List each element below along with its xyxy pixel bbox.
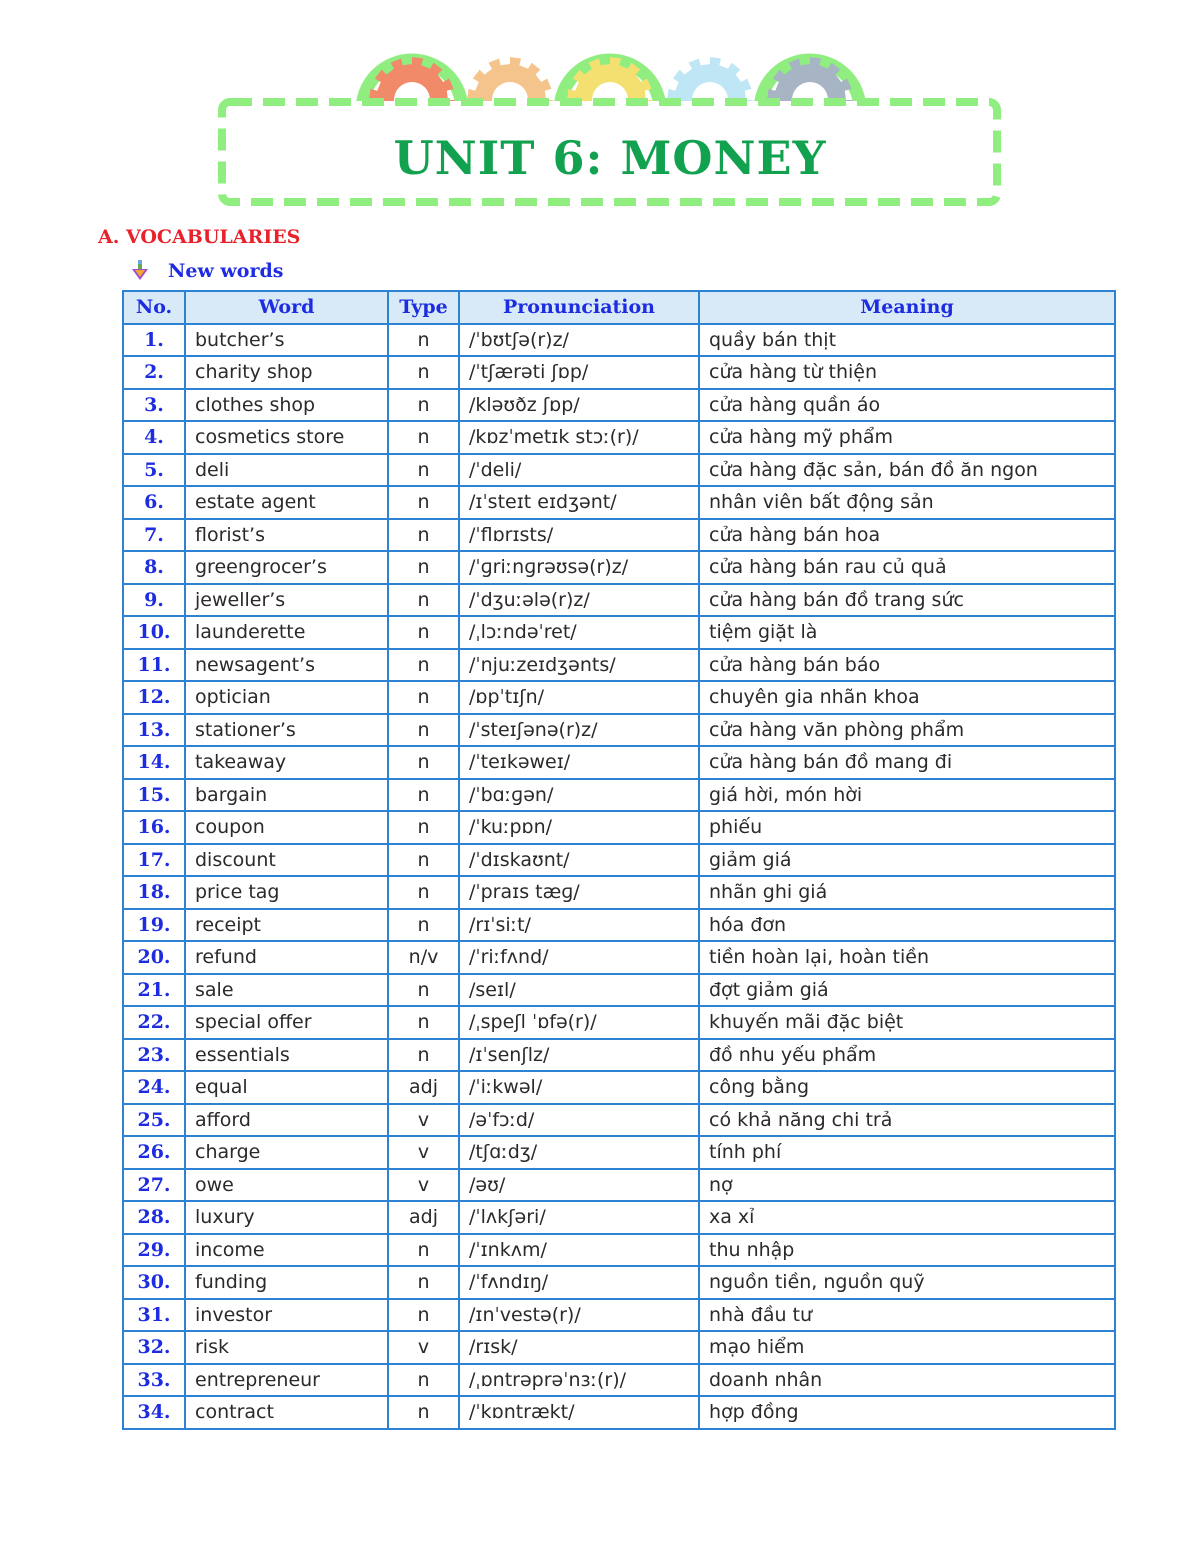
table-row (123, 714, 1115, 747)
cell-type: n (388, 389, 459, 422)
cell-word: launderette (185, 616, 388, 649)
cell-type: n (388, 1364, 459, 1397)
cell-type: n (388, 714, 459, 747)
cell-no: 2. (123, 356, 185, 389)
cell-no: 29. (123, 1234, 185, 1267)
table-row (123, 1364, 1115, 1397)
cell-meaning: mạo hiểm (699, 1331, 1115, 1364)
cell-no: 17. (123, 844, 185, 877)
cell-pronunciation: /seɪl/ (459, 974, 699, 1007)
cell-pronunciation: /ˈpraɪs tæɡ/ (459, 876, 699, 909)
table-row (123, 1104, 1115, 1137)
cell-no: 19. (123, 909, 185, 942)
cell-no: 33. (123, 1364, 185, 1397)
cell-no: 32. (123, 1331, 185, 1364)
table-row (123, 974, 1115, 1007)
cell-meaning: cửa hàng bán đồ mang đi (699, 746, 1115, 779)
vocabulary-table (122, 290, 1116, 1430)
cell-word: estate agent (185, 486, 388, 519)
cell-no: 28. (123, 1201, 185, 1234)
table-row (123, 1396, 1115, 1429)
cell-type: n (388, 356, 459, 389)
cell-no: 20. (123, 941, 185, 974)
cell-word: jeweller’s (185, 584, 388, 617)
cell-meaning: cửa hàng bán đồ trang sức (699, 584, 1115, 617)
table-row (123, 389, 1115, 422)
cell-pronunciation: /ˈsteɪʃənə(r)z/ (459, 714, 699, 747)
table-row (123, 1006, 1115, 1039)
cell-word: greengrocer’s (185, 551, 388, 584)
cell-pronunciation: /ˈɡriːnɡrəʊsə(r)z/ (459, 551, 699, 584)
cell-word: deli (185, 454, 388, 487)
cell-pronunciation: /tʃɑːdʒ/ (459, 1136, 699, 1169)
cell-type: n (388, 779, 459, 812)
table-row (123, 1201, 1115, 1234)
section-heading: A. VOCABULARIES (98, 226, 301, 248)
cell-meaning: đồ nhu yếu phẩm (699, 1039, 1115, 1072)
cell-pronunciation: /ˈteɪkəweɪ/ (459, 746, 699, 779)
cell-pronunciation: /əʊ/ (459, 1169, 699, 1202)
cell-type: n (388, 649, 459, 682)
cell-type: n (388, 421, 459, 454)
cell-meaning: đợt giảm giá (699, 974, 1115, 1007)
table-row (123, 876, 1115, 909)
cell-pronunciation: /ˈnjuːzeɪdʒənts/ (459, 649, 699, 682)
cell-pronunciation: /ˈriːfʌnd/ (459, 941, 699, 974)
cell-no: 11. (123, 649, 185, 682)
cell-no: 9. (123, 584, 185, 617)
cell-type: n (388, 1266, 459, 1299)
cell-type: v (388, 1331, 459, 1364)
cell-pronunciation: /ˈɪnkʌm/ (459, 1234, 699, 1267)
table-row (123, 1136, 1115, 1169)
cell-no: 25. (123, 1104, 185, 1137)
cell-pronunciation: /ˌɒntrəprəˈnɜː(r)/ (459, 1364, 699, 1397)
table-row (123, 681, 1115, 714)
cell-meaning: quầy bán thịt (699, 324, 1115, 357)
table-row (123, 551, 1115, 584)
cell-type: v (388, 1169, 459, 1202)
cell-pronunciation: /ˈdɪskaʊnt/ (459, 844, 699, 877)
cell-type: n (388, 616, 459, 649)
table-row (123, 1266, 1115, 1299)
cell-meaning: công bằng (699, 1071, 1115, 1104)
cell-pronunciation: /ˈdʒuːələ(r)z/ (459, 584, 699, 617)
cell-meaning: nhà đầu tư (699, 1299, 1115, 1332)
table-row (123, 454, 1115, 487)
cell-word: optician (185, 681, 388, 714)
cell-meaning: nhãn ghi giá (699, 876, 1115, 909)
cell-pronunciation: /rɪsk/ (459, 1331, 699, 1364)
cell-pronunciation: /ˈkuːpɒn/ (459, 811, 699, 844)
table-row (123, 519, 1115, 552)
cell-type: n (388, 746, 459, 779)
cell-meaning: cửa hàng bán rau củ quả (699, 551, 1115, 584)
cell-no: 31. (123, 1299, 185, 1332)
cell-word: luxury (185, 1201, 388, 1234)
cell-word: cosmetics store (185, 421, 388, 454)
cell-word: funding (185, 1266, 388, 1299)
cell-type: n (388, 974, 459, 1007)
cell-type: n/v (388, 941, 459, 974)
cell-no: 6. (123, 486, 185, 519)
cell-meaning: doanh nhân (699, 1364, 1115, 1397)
cell-word: newsagent’s (185, 649, 388, 682)
cell-pronunciation: /kləʊðz ʃɒp/ (459, 389, 699, 422)
header-word: Word (185, 291, 388, 324)
cell-meaning: nguồn tiền, nguồn quỹ (699, 1266, 1115, 1299)
table-row (123, 1039, 1115, 1072)
cell-no: 21. (123, 974, 185, 1007)
table-row (123, 1331, 1115, 1364)
cell-type: n (388, 519, 459, 552)
table-row (123, 486, 1115, 519)
cell-type: n (388, 1006, 459, 1039)
cell-meaning: tiền hoàn lại, hoàn tiền (699, 941, 1115, 974)
cell-type: n (388, 551, 459, 584)
arrow-down-icon (131, 260, 151, 282)
cell-no: 4. (123, 421, 185, 454)
cell-meaning: hóa đơn (699, 909, 1115, 942)
cell-type: n (388, 1396, 459, 1429)
cell-word: equal (185, 1071, 388, 1104)
cell-word: stationer’s (185, 714, 388, 747)
cell-pronunciation: /ɪˈsenʃlz/ (459, 1039, 699, 1072)
header-no: No. (123, 291, 185, 324)
cell-word: owe (185, 1169, 388, 1202)
cell-pronunciation: /ɪˈsteɪt eɪdʒənt/ (459, 486, 699, 519)
cell-pronunciation: /ˈbɑːɡən/ (459, 779, 699, 812)
cell-meaning: cửa hàng bán hoa (699, 519, 1115, 552)
cell-pronunciation: /əˈfɔːd/ (459, 1104, 699, 1137)
table-row (123, 746, 1115, 779)
cell-word: takeaway (185, 746, 388, 779)
cell-word: price tag (185, 876, 388, 909)
cell-word: risk (185, 1331, 388, 1364)
cell-no: 15. (123, 779, 185, 812)
table-row (123, 779, 1115, 812)
cell-meaning: chuyên gia nhãn khoa (699, 681, 1115, 714)
cell-type: n (388, 811, 459, 844)
header-meaning: Meaning (699, 291, 1115, 324)
cell-type: n (388, 876, 459, 909)
cell-type: n (388, 681, 459, 714)
table-row (123, 1071, 1115, 1104)
cell-word: coupon (185, 811, 388, 844)
subheading-label: New words (168, 260, 284, 282)
cell-type: v (388, 1104, 459, 1137)
cell-type: n (388, 1039, 459, 1072)
cell-pronunciation: /ˈbʊtʃə(r)z/ (459, 324, 699, 357)
cell-type: adj (388, 1071, 459, 1104)
cell-pronunciation: /ˈtʃærəti ʃɒp/ (459, 356, 699, 389)
cell-pronunciation: /kɒzˈmetɪk stɔː(r)/ (459, 421, 699, 454)
cell-meaning: cửa hàng đặc sản, bán đồ ăn ngon (699, 454, 1115, 487)
cell-meaning: cửa hàng bán báo (699, 649, 1115, 682)
table-row (123, 616, 1115, 649)
cell-no: 7. (123, 519, 185, 552)
cell-word: discount (185, 844, 388, 877)
cell-no: 27. (123, 1169, 185, 1202)
cell-no: 30. (123, 1266, 185, 1299)
cell-word: clothes shop (185, 389, 388, 422)
table-row (123, 584, 1115, 617)
table-row (123, 324, 1115, 357)
cell-meaning: cửa hàng quần áo (699, 389, 1115, 422)
cell-no: 13. (123, 714, 185, 747)
cell-type: n (388, 1299, 459, 1332)
table-row (123, 1169, 1115, 1202)
cell-type: adj (388, 1201, 459, 1234)
cell-word: receipt (185, 909, 388, 942)
cell-no: 12. (123, 681, 185, 714)
header-pronunciation: Pronunciation (459, 291, 699, 324)
table-row (123, 811, 1115, 844)
cell-type: n (388, 454, 459, 487)
cell-no: 5. (123, 454, 185, 487)
cell-meaning: phiếu (699, 811, 1115, 844)
cell-word: essentials (185, 1039, 388, 1072)
cell-word: charge (185, 1136, 388, 1169)
cell-word: bargain (185, 779, 388, 812)
cell-meaning: có khả năng chi trả (699, 1104, 1115, 1137)
cell-meaning: thu nhập (699, 1234, 1115, 1267)
cell-pronunciation: /ˈkɒntrækt/ (459, 1396, 699, 1429)
cell-no: 34. (123, 1396, 185, 1429)
cell-type: n (388, 324, 459, 357)
cell-word: income (185, 1234, 388, 1267)
cell-pronunciation: /ˌlɔːndəˈret/ (459, 616, 699, 649)
table-row (123, 1299, 1115, 1332)
cell-meaning: nhân viên bất động sản (699, 486, 1115, 519)
cell-meaning: cửa hàng mỹ phẩm (699, 421, 1115, 454)
table-header-row (123, 291, 1115, 324)
cell-no: 26. (123, 1136, 185, 1169)
table-row (123, 941, 1115, 974)
cell-meaning: xa xỉ (699, 1201, 1115, 1234)
cell-meaning: nợ (699, 1169, 1115, 1202)
cell-word: butcher’s (185, 324, 388, 357)
cell-no: 10. (123, 616, 185, 649)
cell-word: entrepreneur (185, 1364, 388, 1397)
cell-meaning: giá hời, món hời (699, 779, 1115, 812)
cell-pronunciation: /ɒpˈtɪʃn/ (459, 681, 699, 714)
table-row (123, 909, 1115, 942)
cell-meaning: tiệm giặt là (699, 616, 1115, 649)
cell-no: 18. (123, 876, 185, 909)
cell-meaning: tính phí (699, 1136, 1115, 1169)
table-row (123, 844, 1115, 877)
cell-no: 8. (123, 551, 185, 584)
cell-pronunciation: /ˈiːkwəl/ (459, 1071, 699, 1104)
table-row (123, 356, 1115, 389)
cell-no: 16. (123, 811, 185, 844)
cell-type: v (388, 1136, 459, 1169)
cell-type: n (388, 909, 459, 942)
cell-no: 22. (123, 1006, 185, 1039)
cell-meaning: khuyến mãi đặc biệt (699, 1006, 1115, 1039)
cell-meaning: hợp đồng (699, 1396, 1115, 1429)
cell-meaning: giảm giá (699, 844, 1115, 877)
cell-pronunciation: /ɪnˈvestə(r)/ (459, 1299, 699, 1332)
cell-type: n (388, 584, 459, 617)
cell-word: refund (185, 941, 388, 974)
cell-pronunciation: /ˈlʌkʃəri/ (459, 1201, 699, 1234)
cell-pronunciation: /ˈflɒrɪsts/ (459, 519, 699, 552)
table-row (123, 649, 1115, 682)
cell-word: special offer (185, 1006, 388, 1039)
cell-no: 24. (123, 1071, 185, 1104)
cell-type: n (388, 486, 459, 519)
cell-word: sale (185, 974, 388, 1007)
cell-no: 1. (123, 324, 185, 357)
cell-pronunciation: /rɪˈsiːt/ (459, 909, 699, 942)
table-row (123, 1234, 1115, 1267)
page-title: UNIT 6: MONEY (393, 131, 827, 185)
cell-meaning: cửa hàng văn phòng phẩm (699, 714, 1115, 747)
cell-no: 3. (123, 389, 185, 422)
cell-pronunciation: /ˈfʌndɪŋ/ (459, 1266, 699, 1299)
header-type: Type (388, 291, 459, 324)
cell-word: contract (185, 1396, 388, 1429)
cell-pronunciation: /ˌspeʃl ˈɒfə(r)/ (459, 1006, 699, 1039)
cell-word: investor (185, 1299, 388, 1332)
subheading-new-words (131, 260, 283, 282)
cell-word: florist’s (185, 519, 388, 552)
cell-word: afford (185, 1104, 388, 1137)
cell-word: charity shop (185, 356, 388, 389)
cell-meaning: cửa hàng từ thiện (699, 356, 1115, 389)
table-row (123, 421, 1115, 454)
cell-no: 14. (123, 746, 185, 779)
cell-type: n (388, 1234, 459, 1267)
cell-type: n (388, 844, 459, 877)
cell-no: 23. (123, 1039, 185, 1072)
cell-pronunciation: /ˈdeli/ (459, 454, 699, 487)
